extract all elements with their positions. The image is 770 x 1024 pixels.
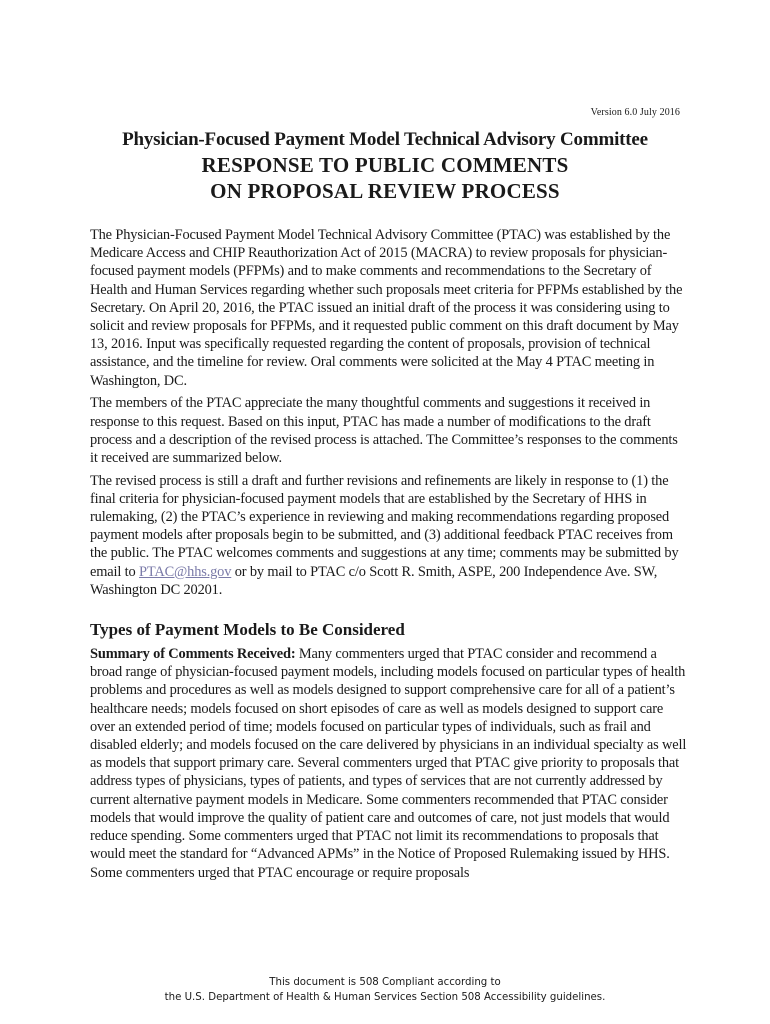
- intro-paragraph-2: The members of the PTAC appreciate the many thoughtful comments and suggestions it received in response to this request. Based on this input, PTAC has made a number of modifications to the draft process and a description of the revised process is attached. The Committee’s responses to the comments it received are summarized below.: [90, 395, 678, 466]
- intro-paragraph-1: The Physician-Focused Payment Model Technical Advisory Committee (PTAC) was established by the Medicare Access and CHIP Reauthorization Act of 2015 (MACRA) to review proposals for physician-focused payment models (PFPMs) and to make comments and recommendations to the Secretary of Health and Human Services regarding whether such proposals meet criteria for PFPMs established by the Secretary. On April 20, 2016, the PTAC issued an initial draft of the process it was considering using to solicit and review proposals for PFPMs, and it requested public comment on this draft document by May 13, 2016. Input was specifically requested regarding the content of proposals, provision of technical assistance, and the timeline for review. Oral comments were solicited at the May 4 PTAC meeting in Washington, DC.: [90, 227, 683, 389]
- footer-line-2: the U.S. Department of Health & Human Services Section 508 Accessibility guidelines.: [164, 992, 606, 1003]
- summary-label: Summary of Comments Received:: [90, 646, 296, 663]
- committee-title: Physician-Focused Payment Model Technical Advisory Committee: [122, 129, 648, 150]
- footer-line-1: This document is 508 Compliant according to: [269, 977, 501, 988]
- document-title-line-1: RESPONSE TO PUBLIC COMMENTS: [201, 153, 569, 177]
- title-block: [0, 128, 770, 204]
- document-title-line-2: ON PROPOSAL REVIEW PROCESS: [210, 179, 560, 203]
- section-heading-payment-models: Types of Payment Models to Be Considered: [90, 620, 405, 640]
- intro-paragraph-3-address: or by mail to PTAC c/o Scott R. Smith, ASPE, 200 Independence Ave. SW, Washington DC 20201.: [90, 563, 658, 598]
- document-body: [90, 226, 687, 886]
- intro-paragraph-3-text: The revised process is still a draft and further revisions and refinements are likely in response to (1) the final criteria for physician-focused payment models that are established by the Secretary of HHS in rulemaking, (2) the PTAC’s experience in reviewing and making recommendations regarding proposed payment models after proposals begin to be submitted, and (3) additional feedback PTAC receives from the public. The PTAC welcomes comments and suggestions at any time; comments may be submitted by email to: [90, 472, 679, 580]
- summary-paragraph: [90, 645, 687, 882]
- intro-paragraph-3: [90, 472, 687, 599]
- version-label: Version 6.0 July 2016: [590, 107, 680, 118]
- summary-text: Many commenters urged that PTAC consider and recommend a broad range of physician-focused payment models, including models focused on particular types of health problems and procedures as well as models designed to support comprehensive care for all of a patient’s healthcare needs; models focused on short episodes of care as well as models designed to support care over an extended period of time; models focused on particular types of individuals, such as frail and disabled elderly; and models focused on the care delivered by physicians in an individual specialty as well as models that support primary care. Several commenters urged that PTAC give priority to proposals that address types of physicians, types of patients, and types of services that are not currently addressed by current alternative payment models in Medicare. Some commenters recommended that PTAC consider models that would improve the quality of patient care and outcomes of care, not just models that would reduce spending. Some commenters urged that PTAC not limit its recommendations to proposals that would meet the standard for “Advanced APMs” in the Notice of Proposed Rulemaking issued by HHS. Some commenters urged that PTAC encourage or require proposals: [90, 646, 687, 881]
- page-footer: [0, 975, 770, 1005]
- email-link[interactable]: PTAC@hhs.gov: [139, 563, 232, 580]
